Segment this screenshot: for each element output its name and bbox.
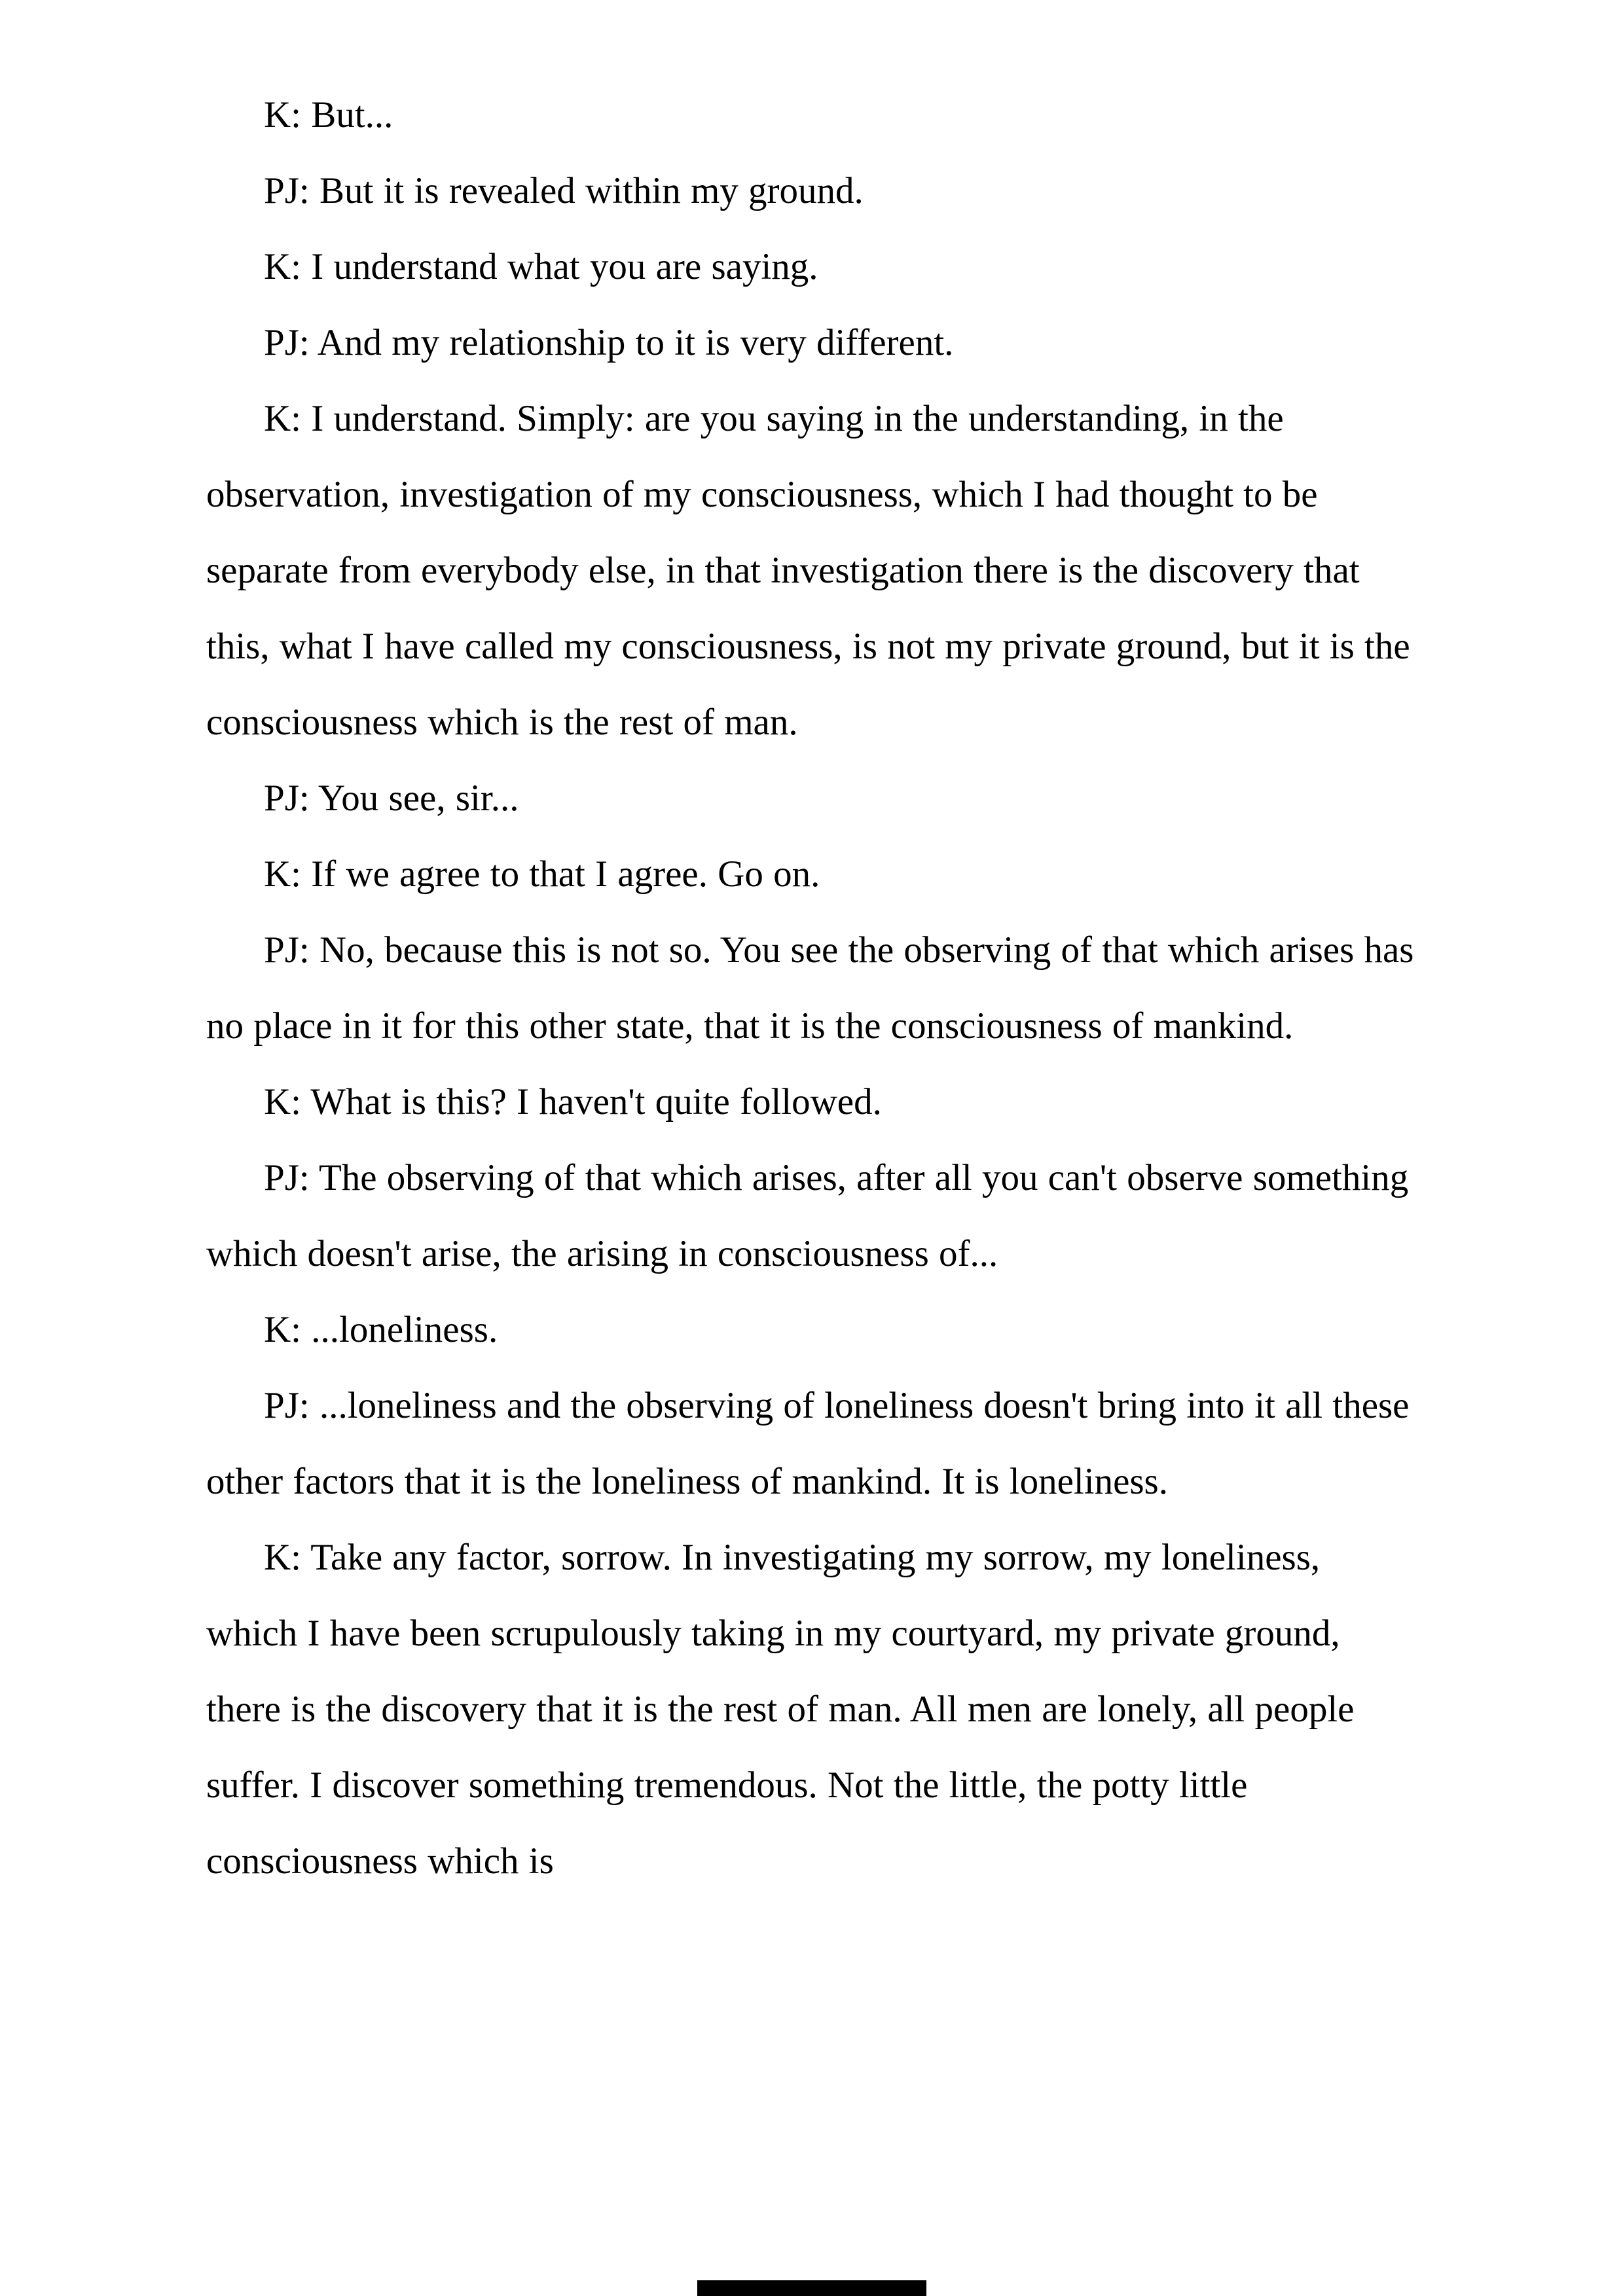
paragraph: PJ: And my relationship to it is very different. [264, 322, 954, 363]
paragraph: K: If we agree to that I agree. Go on. [264, 853, 820, 895]
paragraph: K: What is this? I haven't quite followed. [264, 1081, 882, 1122]
paragraph: K: I understand what you are saying. [264, 246, 818, 287]
paragraph: K: ...loneliness. [264, 1309, 498, 1350]
paragraph: PJ: But it is revealed within my ground. [264, 170, 864, 211]
paragraph: PJ: No, because this is not so. You see the observing of that which arises has no place in it for this other state, that it is the consciousness of mankind. [206, 929, 1414, 1047]
paragraph: K: Take any factor, sorrow. In investigating my sorrow, my loneliness, which I have been scrupulously taking in my courtyard, my private ground, there is the discovery that it is the rest of man. All men are lonely, all people suffer. I discover something tremendous. Not the little, the potty little consciousness which is [206, 1537, 1355, 1882]
page-bottom-mark [697, 2280, 926, 2296]
transcript-body [206, 77, 1419, 1899]
paragraph: PJ: The observing of that which arises, after all you can't observe something which doesn't arise, the arising in consciousness of... [206, 1157, 1409, 1274]
paragraph: K: But... [264, 94, 393, 135]
paragraph: K: I understand. Simply: are you saying in the understanding, in the observation, investigation of my consciousness, which I had thought to be separate from everybody else, in that investigation there is the discovery that this, what I have called my consciousness, is not my private ground, but it is the consciousness which is the rest of man. [206, 398, 1410, 743]
paragraph: PJ: ...loneliness and the observing of loneliness doesn't bring into it all these other factors that it is the loneliness of mankind. It is loneliness. [206, 1385, 1410, 1502]
paragraph: PJ: You see, sir... [264, 778, 519, 819]
